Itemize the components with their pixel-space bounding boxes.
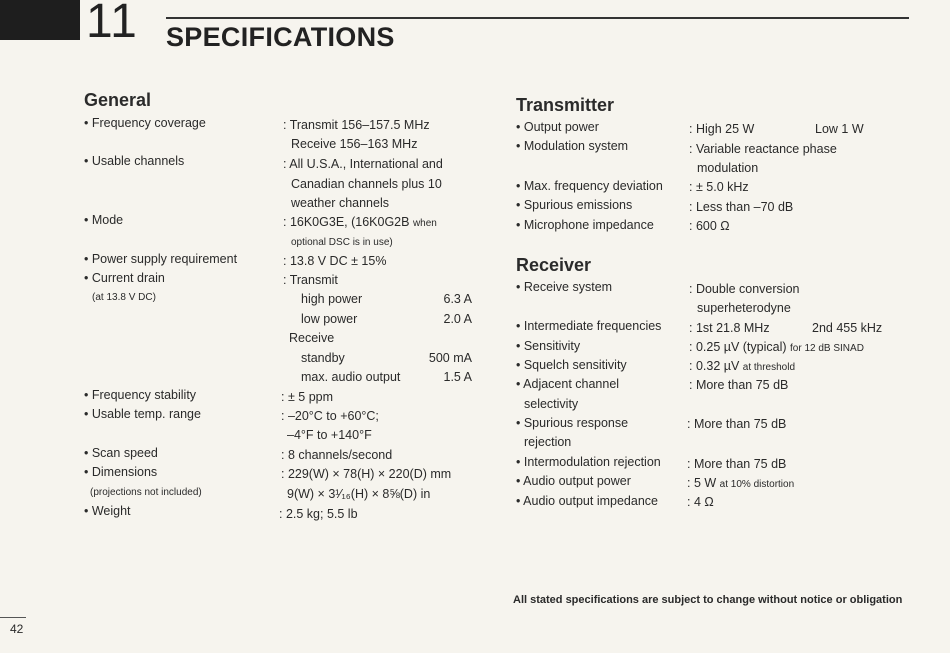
weight-value: : 2.5 kg; 5.5 lb [279, 507, 358, 521]
modulation-line-2: modulation [697, 161, 759, 175]
frequency-coverage-receive: Receive 156–163 MHz [291, 137, 418, 151]
max-audio-value: 1.5 A [443, 370, 472, 384]
standby-value: 500 mA [428, 351, 472, 365]
audio-impedance-value: : 4 Ω [687, 495, 714, 509]
scan-speed-label: • Scan speed [84, 446, 158, 460]
temp-range-line-2: –4°F to +140°F [287, 428, 372, 442]
low-power-value: 2.0 A [443, 312, 472, 326]
audio-power-label: • Audio output power [516, 474, 631, 488]
mode-note: optional DSC is in use) [291, 237, 393, 248]
current-drain-transmit: : Transmit [283, 273, 338, 287]
current-drain-receive: Receive [289, 331, 335, 345]
general-heading: General [84, 90, 152, 110]
spurious-response-label-2: rejection [524, 435, 572, 449]
usable-channels-line-3: weather channels [291, 196, 389, 210]
squelch-label: • Squelch sensitivity [516, 358, 627, 372]
disclaimer-note: All stated specifications are subject to change without notice or obligation [513, 594, 903, 606]
usable-channels-line-1: : All U.S.A., International and [283, 157, 443, 171]
audio-impedance-label: • Audio output impedance [516, 494, 658, 508]
squelch-value: : 0.32 µV at threshold [689, 359, 796, 373]
adjacent-channel-label-2: selectivity [524, 397, 579, 411]
chapter-title: SPECIFICATIONS [166, 22, 395, 52]
weight-label: • Weight [84, 504, 131, 518]
spurious-emissions-value: : Less than –70 dB [689, 200, 794, 214]
receive-system-line-2: superheterodyne [697, 301, 791, 315]
temp-range-label: • Usable temp. range [84, 407, 201, 421]
low-power-label: low power [301, 312, 358, 326]
dimensions-line-2: 9(W) × 3¹⁄₁₆(H) × 8⅝(D) in [287, 487, 431, 501]
frequency-stability-value: : ± 5 ppm [281, 390, 334, 404]
high-power-label: high power [301, 292, 363, 306]
spurious-response-label: • Spurious response [516, 416, 629, 430]
frequency-stability-label: • Frequency stability [84, 388, 197, 402]
scan-speed-value: : 8 channels/second [281, 448, 393, 462]
power-supply-value: : 13.8 V DC ± 15% [283, 254, 387, 268]
power-supply-label: • Power supply requirement [84, 252, 238, 266]
dimensions-sub-label: (projections not included) [90, 487, 202, 498]
dimensions-label: • Dimensions [84, 465, 158, 479]
output-power-label: • Output power [516, 120, 599, 134]
dimensions-line-1: : 229(W) × 78(H) × 220(D) mm [281, 467, 452, 481]
output-power-high: : High 25 W [689, 122, 755, 136]
receiver-heading: Receiver [516, 255, 592, 275]
chapter-number: 11 [86, 0, 138, 48]
intermod-value: : More than 75 dB [687, 457, 787, 471]
chapter-tab-bar [0, 0, 80, 40]
usable-channels-label: • Usable channels [84, 154, 185, 168]
usable-channels-line-2: Canadian channels plus 10 [291, 177, 442, 191]
spurious-emissions-label: • Spurious emissions [516, 198, 633, 212]
max-deviation-value: : ± 5.0 kHz [689, 180, 749, 194]
audio-power-value: : 5 W at 10% distortion [687, 476, 795, 490]
intermediate-freq-1st: : 1st 21.8 MHz [689, 321, 770, 335]
spurious-response-value: : More than 75 dB [687, 417, 787, 431]
mode-value: : 16K0G3E, (16K0G2B when [283, 215, 437, 229]
footer-rule [0, 617, 26, 618]
frequency-coverage-label: • Frequency coverage [84, 116, 206, 130]
current-drain-label: • Current drain [84, 271, 165, 285]
modulation-label: • Modulation system [516, 139, 629, 153]
intermod-label: • Intermodulation rejection [516, 455, 661, 469]
transmitter-heading: Transmitter [516, 95, 615, 115]
mic-impedance-value: : 600 Ω [689, 219, 730, 233]
intermediate-freq-label: • Intermediate frequencies [516, 319, 662, 333]
standby-label: standby [301, 351, 345, 365]
adjacent-channel-label: • Adjacent channel [516, 377, 620, 391]
high-power-value: 6.3 A [443, 292, 472, 306]
sensitivity-value: : 0.25 µV (typical) for 12 dB SINAD [689, 340, 864, 354]
current-drain-sub-label: (at 13.8 V DC) [92, 292, 156, 303]
modulation-line-1: : Variable reactance phase [689, 142, 837, 156]
receive-system-label: • Receive system [516, 280, 613, 294]
title-rule [166, 17, 909, 19]
max-deviation-label: • Max. frequency deviation [516, 179, 663, 193]
adjacent-channel-value: : More than 75 dB [689, 378, 789, 392]
output-power-low: Low 1 W [815, 122, 864, 136]
sensitivity-label: • Sensitivity [516, 339, 581, 353]
mic-impedance-label: • Microphone impedance [516, 218, 654, 232]
receive-system-line-1: : Double conversion [689, 282, 800, 296]
max-audio-label: max. audio output [301, 370, 401, 384]
intermediate-freq-2nd: 2nd 455 kHz [812, 321, 883, 335]
mode-label: • Mode [84, 213, 124, 227]
temp-range-line-1: : –20°C to +60°C; [281, 409, 379, 423]
page-number: 42 [10, 622, 24, 636]
frequency-coverage-transmit: : Transmit 156–157.5 MHz [283, 118, 430, 132]
